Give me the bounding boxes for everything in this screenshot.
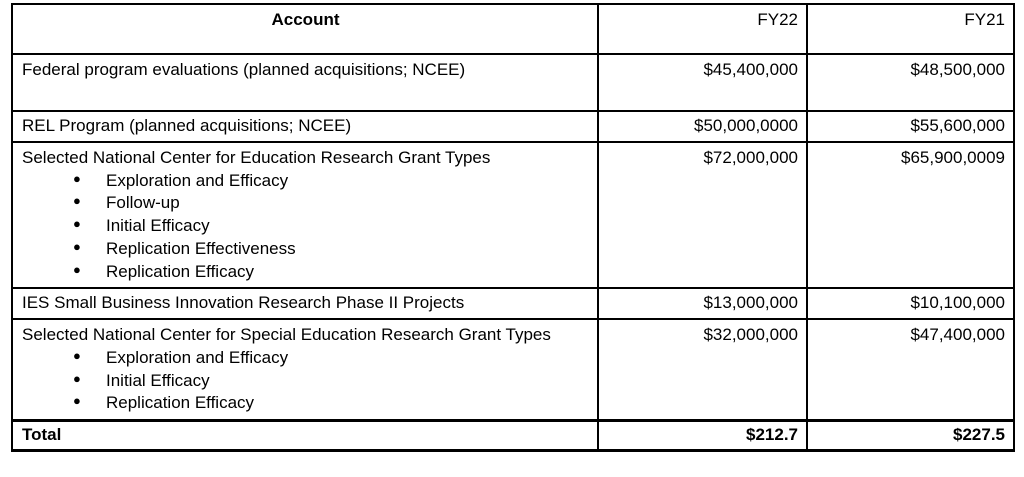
table-body xyxy=(12,54,1014,450)
account-label: Selected National Center for Education Research Grant Types xyxy=(22,147,491,167)
cell-fy21: $55,600,000 xyxy=(807,111,1014,142)
grant-type-item: ● Replication Efficacy xyxy=(73,392,589,415)
table-row xyxy=(12,111,1014,142)
grant-type-item: ● Follow-up xyxy=(73,192,589,215)
cell-fy22: $45,400,000 xyxy=(598,54,807,111)
cell-fy21: $48,500,000 xyxy=(807,54,1014,111)
cell-fy22: $32,000,000 xyxy=(598,319,807,421)
grant-type-item: ● Initial Efficacy xyxy=(73,215,589,238)
table-row xyxy=(12,54,1014,111)
grant-type-item: ● Replication Effectiveness xyxy=(73,238,589,261)
grant-type-item: ● Exploration and Efficacy xyxy=(73,347,589,370)
header-row xyxy=(12,4,1014,54)
cell-account xyxy=(12,111,598,142)
table-row xyxy=(12,319,1014,421)
grant-type-item: ● Exploration and Efficacy xyxy=(73,170,589,193)
cell-total-fy21: $227.5 xyxy=(807,421,1014,451)
cell-total-fy22: $212.7 xyxy=(598,421,807,451)
table-row xyxy=(12,142,1014,289)
cell-account xyxy=(12,142,598,289)
grant-type-item: ● Replication Efficacy xyxy=(73,261,589,284)
account-label: Federal program evaluations (planned acquisitions; NCEE) xyxy=(22,60,466,79)
cell-account xyxy=(12,54,598,111)
grant-type-item: ● Initial Efficacy xyxy=(73,370,589,393)
account-budget-table xyxy=(11,3,1015,452)
budget-table-container xyxy=(11,3,1013,452)
account-label: IES Small Business Innovation Research Phase II Projects xyxy=(22,293,465,313)
cell-fy21: $65,900,0009 xyxy=(807,142,1014,289)
table-row xyxy=(12,288,1014,319)
cell-fy21: $47,400,000 xyxy=(807,319,1014,421)
cell-fy22: $13,000,000 xyxy=(598,288,807,319)
cell-fy21: $10,100,000 xyxy=(807,288,1014,319)
account-label: Selected National Center for Special Education Research Grant Types xyxy=(22,325,551,345)
column-header-fy22: FY22 xyxy=(598,4,807,54)
cell-account xyxy=(12,319,598,421)
cell-total-label: Total xyxy=(12,421,598,451)
cell-fy22: $50,000,0000 xyxy=(598,111,807,142)
column-header-fy21: FY21 xyxy=(807,4,1014,54)
cell-account xyxy=(12,288,598,319)
grant-types-list xyxy=(22,170,589,284)
account-label: REL Program (planned acquisitions; NCEE) xyxy=(22,116,352,135)
column-header-account: Account xyxy=(12,4,598,54)
table-header xyxy=(12,4,1014,54)
grant-types-list xyxy=(22,347,589,415)
total-row xyxy=(12,421,1014,451)
cell-fy22: $72,000,000 xyxy=(598,142,807,289)
